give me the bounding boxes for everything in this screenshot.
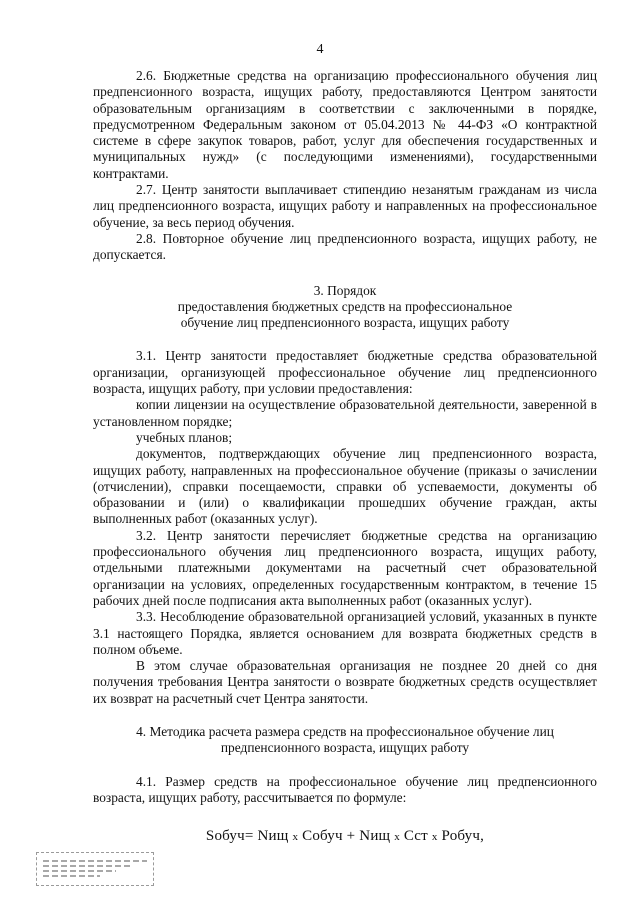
formula-s-obuch: Sобуч — [205, 828, 245, 845]
formula-n-ishch-1: Nищ — [257, 828, 289, 845]
paragraph-2-6: 2.6. Бюджетные средства на организацию профессионального обучения лиц предпенсионного возраста, ищущих работу, предоставляются Центром занятости образовательным организациям в соответствии с заключенными в порядке, предусмотренном Федеральным законом от 05.04.2013 № 44-ФЗ «О контрактной системе в сфере закупок товаров, работ, услуг для обеспечения государственных и муниципальных нужд» (с последующими изменениями), государственными контрактами. — [93, 68, 597, 181]
paragraph-2-7: 2.7. Центр занятости выплачивает стипендию незанятым гражданам из числа лиц предпенсионного возраста, ищущих работу и направленных на профессиональное обучение, за весь период обучения. — [93, 182, 597, 230]
section-4-title-line-2: предпенсионного возраста, ищущих работу — [220, 740, 470, 756]
formula-multiply-3: x — [431, 831, 438, 844]
formula-c-st: Сст — [403, 828, 428, 845]
page-number: 4 — [316, 42, 324, 57]
formula-c-obuch: Собуч — [302, 828, 343, 845]
section-3-title-line-1: 3. Порядок — [313, 282, 377, 298]
formula-comma: , — [480, 828, 485, 845]
section-3-title-line-2: предоставления бюджетных средств на профессиональное — [177, 298, 513, 314]
paragraph-3-1-documents: документов, подтверждающих обучение лиц предпенсионного возраста, ищущих работу, направленных на профессиональное обучение (приказы о зачислении (отчислении), справки посещаемости, справки об успеваемости, документы об образовании и (или) о квалификации прошедших обучение граждан, акты выполненных работ (оказанных услуг). — [93, 446, 597, 527]
paragraph-4-1: 4.1. Размер средств на профессиональное обучение лиц предпенсионного возраста, ищущих работу, рассчитывается по формуле: — [93, 773, 597, 805]
section-4-title-line-1: 4. Методика расчета размера средств на профессиональное обучение лиц — [136, 723, 554, 739]
paragraph-3-1: 3.1. Центр занятости предоставляет бюджетные средства образовательной организации, организующей профессиональное обучение лиц предпенсионного возраста, ищущих работу, при условии предоставления: — [93, 348, 597, 397]
paragraph-2-8: 2.8. Повторное обучение лиц предпенсионного возраста, ищущих работу, не допускается. — [93, 230, 597, 263]
formula — [93, 828, 597, 845]
section-3-title-line-3: обучение лиц предпенсионного возраста, ищущих работу — [180, 315, 510, 331]
formula-multiply-2: x — [394, 831, 400, 844]
paragraph-3-1-license: копии лицензии на осуществление образовательной деятельности, заверенной в установленном порядке; — [93, 397, 597, 429]
formula-n-ishch-2: Nищ — [359, 828, 391, 845]
paragraph-3-1-plans: учебных планов; — [136, 429, 233, 445]
formula-plus: + — [346, 828, 356, 845]
document-body — [93, 68, 597, 845]
paragraph-3-3-return: В этом случае образовательная организация не позднее 20 дней со дня получения требования Центра занятости о возврате бюджетных средств осуществляет их возврат на расчетный счет Центра занятости. — [93, 658, 597, 706]
formula-r-obuch: Робуч — [441, 828, 481, 845]
formula-equals: = — [244, 828, 254, 845]
document-stamp — [36, 852, 154, 886]
formula-multiply-1: x — [292, 831, 299, 844]
paragraph-3-3: 3.3. Несоблюдение образовательной организацией условий, указанных в пункте 3.1 настоящего Порядка, является основанием для возврата бюджетных средств в полном объеме. — [93, 609, 597, 657]
paragraph-3-2: 3.2. Центр занятости перечисляет бюджетные средства на организацию профессионального обучения лиц предпенсионного возраста, ищущих работу, отдельными платежными документами на расчетный счет образовательной организации на условиях, определенных государственным контрактом, в течение 15 рабочих дней после подписания акта выполненных работ (оказанных услуг). — [93, 527, 597, 608]
